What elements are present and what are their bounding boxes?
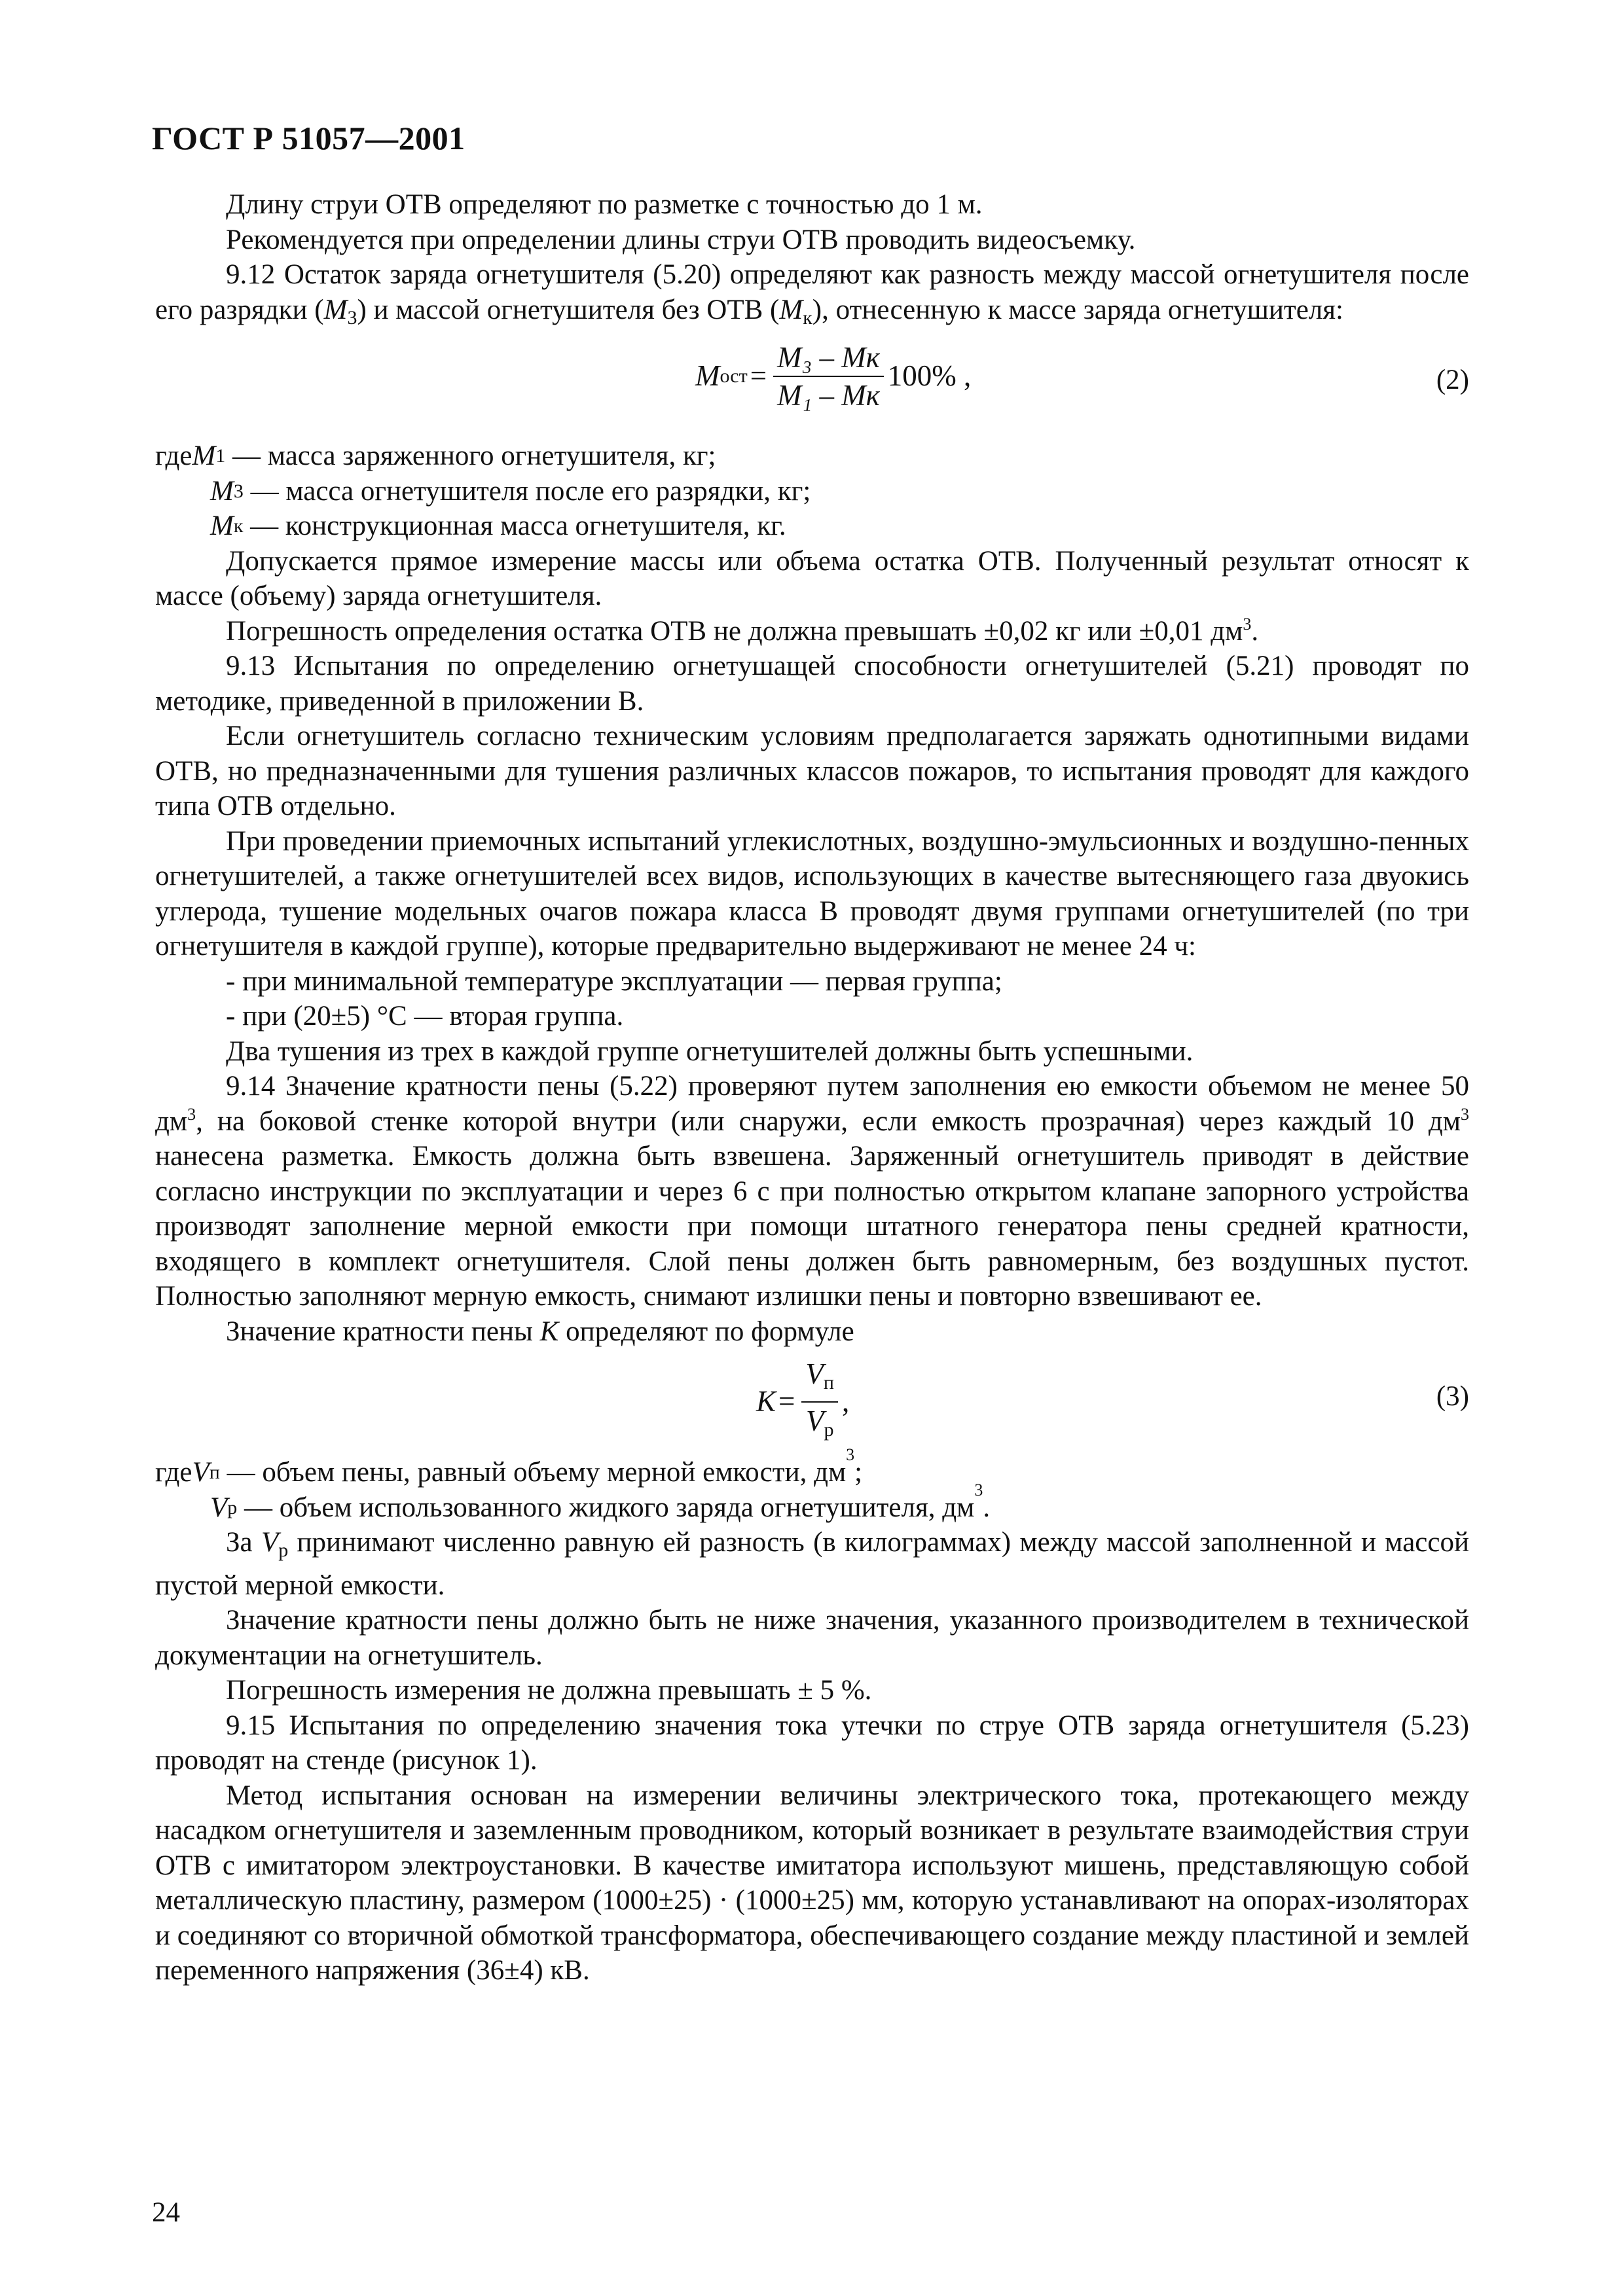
- paragraph: Погрешность измерения не должна превышать ± 5 %.: [226, 1675, 872, 1706]
- paragraph: За $V_р$ принимают численно равную ей разность (в килограммах) между массой заполненной и массой пустой мерной емкости.: [155, 1527, 1469, 1601]
- list-item: - при (20±5) °С — вторая группа.: [226, 1001, 624, 1031]
- list-item: M к — конструкционная масса огнетушителя, кг.: [210, 511, 786, 541]
- paragraph-9-15: 9.15 Испытания по определению значения тока утечки по струе ОТВ заряда огнетушителя (5.23) проводят на стенде (рисунок 1).: [155, 1710, 1469, 1776]
- list-item: где M 1 — масса заряженного огнетушителя, кг;: [155, 440, 716, 471]
- paragraph: Погрешность определения остатка ОТВ не должна превышать ±0,02 кг или ±0,01 $дм^3$.: [226, 614, 1259, 647]
- equation-number: (3): [1436, 1381, 1469, 1412]
- paragraph: Допускается прямое измерение массы или объема остатка ОТВ. Полученный результат относят к массе (объему) заряда огнетушителя.: [155, 545, 1469, 611]
- paragraph: Значение кратности пены K определяют по формуле: [226, 1316, 854, 1347]
- where-list-2: [155, 439, 1469, 544]
- paragraph: Значение кратности пены должно быть не ниже значения, указанного производителем в технической документации на огнетушитель.: [155, 1605, 1469, 1671]
- list-item: V р — объем использованного жидкого заряда огнетушителя, дм 3 .: [210, 1480, 991, 1523]
- paragraph: Рекомендуется при определении длины струи ОТВ проводить видеосъемку.: [226, 224, 1136, 255]
- formula-3: K = $\frac{V_п}{V_р}$ , (3): [155, 1357, 1469, 1455]
- paragraph: Метод испытания основан на измерении величины электрического тока, протекающего между насадком огнетушителя и заземленным проводником, который возникает в результате взаимодействия струи ОТВ с имитатором электроустановки. В качестве имитатора используют мишень, представляющую собой металлическую пластину, размером (1000±25) · (1000±25) мм, которую устанавливают на опорах-изоляторах и соединяют со вторичной обмоткой трансформатора, обеспечивающего создание между пластиной и землей переменного напряжения (36±4) кВ.: [155, 1780, 1469, 1986]
- list-item: M 3 — масса огнетушителя после его разрядки, кг;: [210, 475, 811, 507]
- list-item: - при минимальной температуре эксплуатации — первая группа;: [226, 965, 1002, 997]
- paragraph-9-14: 9.14 Значение кратности пены (5.22) проверяют путем заполнения ею емкости объемом не менее 50 $дм^3$, на боковой стенке которой внутри (или снаружи, если емкость прозрачная) через каждый 10 $дм^3$ нанесена разметка. Емкость должна быть взвешена. Заряженный огнетушитель приводят в действие согласно инструкции по эксплуатации и через 6 с при полностью открытом клапане запорного устройства производят заполнение мерной емкости при помощи штатного генератора пены средней кратности, входящего в комплект огнетушителя. Слой пены должен быть равномерным, без воздушных пустот. Полностью заполняют мерную емкость, снимают излишки пены и повторно взвешивают ее.: [155, 1071, 1469, 1312]
- paragraph: Два тушения из трех в каждой группе огнетушителей должны быть успешными.: [226, 1035, 1194, 1067]
- paragraph: Длину струи ОТВ определяют по разметке с точностью до 1 м.: [226, 189, 983, 220]
- list-item: где V п — объем пены, равный объему мерной емкости, дм 3 ;: [155, 1445, 863, 1488]
- paragraph: При проведении приемочных испытаний углекислотных, воздушно-эмульсионных и воздушно-пенных огнетушителей, а также огнетушителей всех видов, использующих в качестве вытесняющего газа двуокись углерода, тушение модельных очагов пожара класса В проводят двумя группами огнетушителей (по три огнетушителя в каждой группе), которые предварительно выдерживают не менее 24 ч:: [155, 825, 1469, 961]
- formula-2: M ост = $\frac{\text{M₃ – Mк}}{\text{M₁ – Mк}}$ 100% , (2): [695, 341, 1469, 412]
- standard-header: ГОСТ Р 51057—2001: [152, 120, 465, 156]
- paragraph-9-13: 9.13 Испытания по определению огнетушащей способности огнетушителей (5.21) проводят по методике, приведенной в приложении В.: [155, 651, 1469, 717]
- paragraph-9-12: 9.12 Остаток заряда огнетушителя (5.20) определяют как разность между массой огнетушителя после его разрядки $(M_3)$ и массой огнетушителя без ОТВ $(M_к)$, отнесенную к массе заряда огнетушителя:: [155, 259, 1469, 329]
- where-list-3: [155, 1445, 1469, 1525]
- document-body: [155, 187, 1469, 1988]
- page-number: 24: [152, 2197, 180, 2228]
- equation-number: (2): [1436, 365, 1469, 395]
- fraction: $\frac{V_п}{V_р}$: [801, 1357, 838, 1447]
- paragraph: Если огнетушитель согласно техническим условиям предполагается заряжать однотипными видами ОТВ, но предназначенными для тушения различных классов пожаров, то испытания проводят для каждого типа ОТВ отдельно.: [155, 721, 1469, 821]
- fraction: $\frac{\text{M₃ – Mк}}{\text{M₁ – Mк}}$: [773, 340, 884, 412]
